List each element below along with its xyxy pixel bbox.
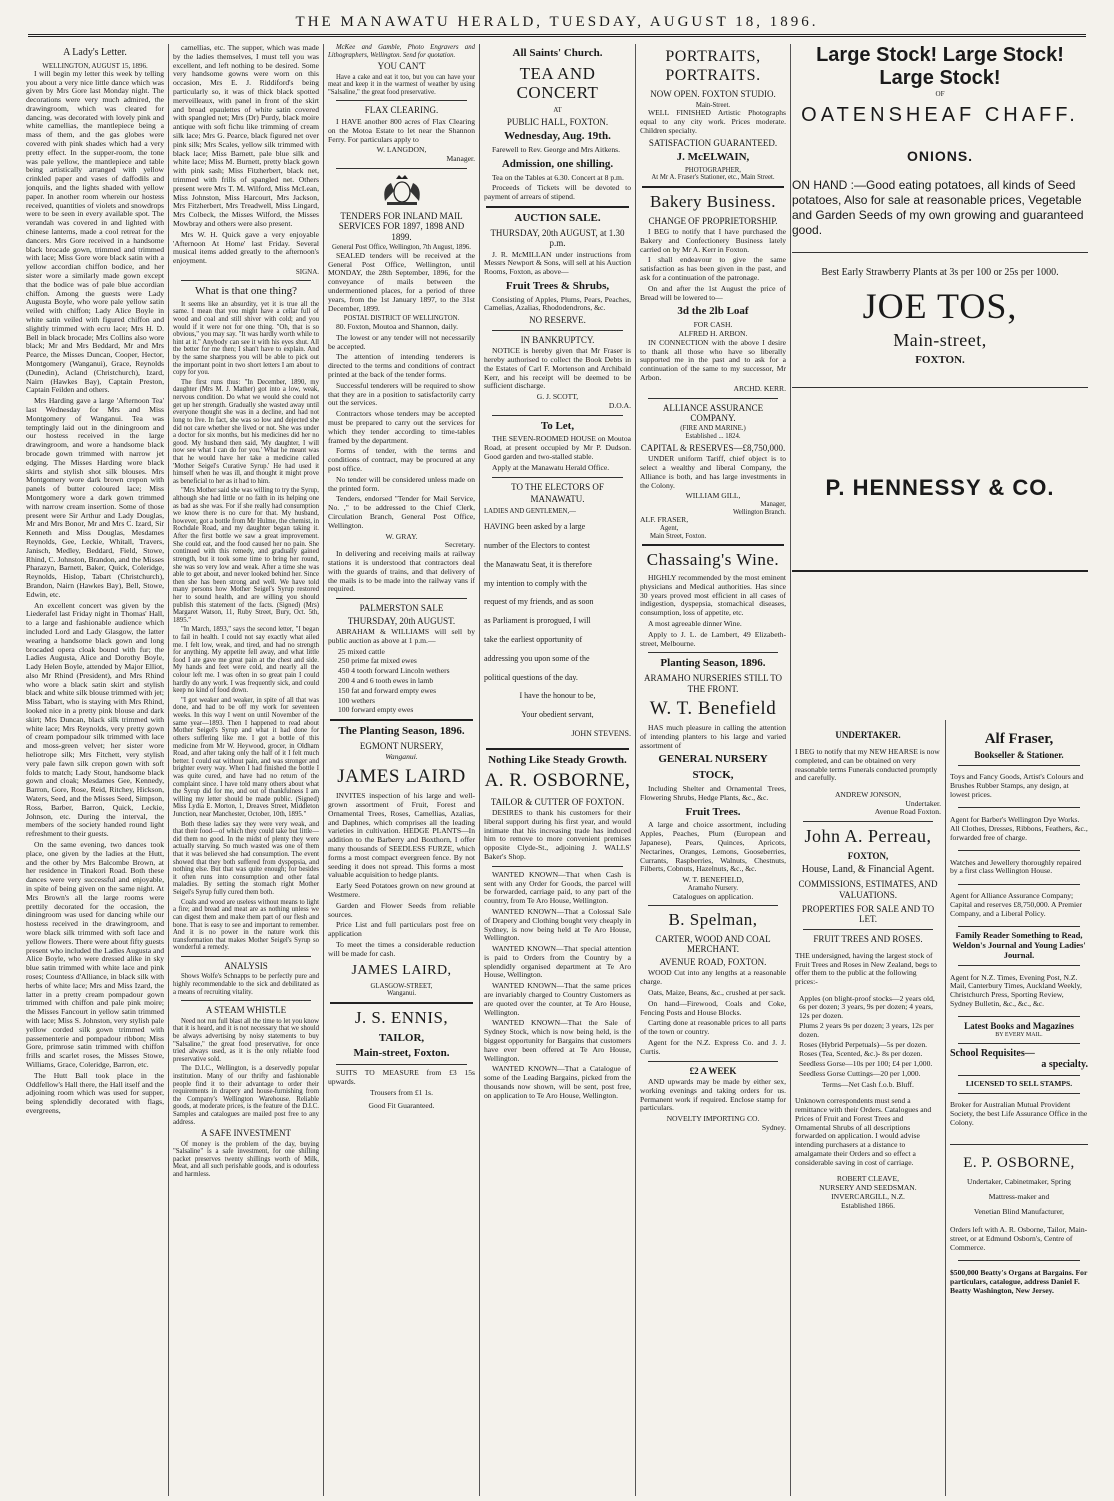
ad-name: A. R. OSBORNE,	[484, 770, 631, 792]
ad-text: AND upwards may be made by either sex, working evenings and taking orders for us. Permanent work if required. Enclose stamp for particulars.	[640, 1076, 786, 1113]
divider	[336, 100, 467, 101]
ad-text: FOXTON,	[847, 851, 889, 862]
signature: Main Street, Foxton.	[650, 532, 707, 540]
divider	[803, 929, 933, 930]
ad-text: Agent for Alliance Assurance Company; Capital and reserves £8,750,000. A Premier Company, and a Liberal Policy.	[950, 891, 1083, 918]
list-item: 150 fat and forward empty ewes	[338, 685, 437, 695]
ad-text: ABRAHAM & WILLIAMS will sell by public auction as above at 1 p.m.—	[328, 627, 475, 645]
ad-heading: TO THE ELECTORS OF	[511, 481, 604, 492]
ad-text: Undertaker, Cabinetmaker, Spring	[967, 1177, 1071, 1187]
article-paragraph: "In March, 1893," says the second letter, "I began to fail in health. I could not say exactly what ailed me. I felt low, weak, and tired, and had no strength for anything. My appetite fell away, and what little food I ate gave me great pain at the chest and side. My hands and feet were cold, and nearly all the colour left me. I was often in so great pain I could hardly do any work. I was frequently sick, and could keep no kind of food down.	[173, 626, 319, 695]
article-paragraph: "Mrs Mother said she was willing to try the Syrup, although she had little or no faith in its helping one as bad as she was. For if she really had consumption we know there is no cure for that. My husband, however, got a bottle from Mr Hulme, the chemist, in Rochdale Road, and my daughter began taking it. After the first bottle we saw a great improvement. She could eat, and the food caused her no pain. She continued with this remedy, and gradually gained strength, but it took some time to bring her round, she was so very low and weak. After a time she was able to get about, and never looked behind her. Since then she has been strong and well. We have told many persons how Mother Seigel's Syrup restored her to sound health, and are willing you should publish this statement of the facts. (Signed) (Mrs) Margaret Watson, 11, Ruby Street, Bury, Oct. 5th, 1895."	[173, 487, 319, 624]
ad-text: HAS much pleasure in calling the attention of intending planters to his large and varied assortment of	[640, 723, 786, 750]
letter-line: I have the honour to be,	[519, 691, 596, 701]
ad-text: Farewell to Rev. George and Mrs Aitkens.	[492, 144, 621, 154]
divider	[792, 570, 1088, 572]
masthead	[0, 0, 1114, 40]
ad-text: The attention of intending tenderers is directed to the terms and conditions of contract printed at the back of the tender forms.	[328, 352, 475, 379]
ad-heading: GENERAL NURSERY	[658, 753, 768, 766]
ad-text: J. R. McMILLAN under instructions from Messrs Newport & Sons, will sell at his Auction Rooms, Foxton, as above—	[484, 249, 631, 277]
signature: Undertaker.	[905, 798, 941, 808]
divider	[492, 477, 623, 478]
ad-text: General Post Office, Wellington, 7th August, 1896.	[332, 244, 471, 252]
divider	[336, 1064, 467, 1065]
ad-heading: Admission, one shilling.	[501, 157, 614, 170]
ad-heading: TAILOR,	[378, 1031, 425, 1044]
price-list	[799, 995, 941, 1079]
ad-text: Tea on the Tables at 6.30. Concert at 8 p.m.	[492, 172, 624, 182]
ad-heading: CAPITAL & RESERVES—£8,750,000.	[640, 442, 786, 453]
letter-line: JOHN STEVENS.	[571, 728, 631, 738]
divider	[330, 1002, 473, 1004]
column-3	[328, 44, 475, 1496]
ad-text: Mattress-maker and	[988, 1191, 1050, 1201]
ad-heading: THURSDAY, 20th AUGUST, at 1.30 p.m.	[490, 227, 625, 249]
ad-heading: IN BANKRUPTCY.	[520, 334, 595, 345]
ad-heading: TEA AND CONCERT	[516, 63, 599, 103]
royal-crest-icon	[379, 173, 425, 207]
hennessy-ad	[792, 408, 1088, 568]
divider	[958, 1260, 1080, 1261]
ad-text: AT	[553, 107, 562, 115]
ad-text: NOTICE is hereby given that Mr Fraser is hereby authorised to collect the Book Debts in the Estates of Carl F. Mortenson and Archibald Kerr, and his receipt will be deemed to be sufficient discharge.	[484, 346, 631, 391]
letter-line: the Manawatu Seat, it is therefore	[484, 559, 592, 569]
ad-heading: MANAWATU.	[530, 494, 585, 505]
list-item: 100 wethers	[338, 695, 375, 705]
ad-heading: PORTRAITS, PORTRAITS.	[665, 48, 761, 84]
ad-heading: The Planting Season, 1896.	[338, 725, 465, 738]
ad-text: THE undersigned, having the largest stock of Fruit Trees and Roses in New Zealand, begs to offer them to the public at the following prices:-	[795, 950, 937, 987]
divider	[958, 1093, 1080, 1094]
right-subcolumn-2	[950, 728, 1088, 1496]
divider	[486, 206, 629, 208]
ad-heading: £2 A WEEK	[689, 1065, 737, 1076]
ad-heading: PALMERSTON SALE	[359, 603, 444, 614]
ad-text: Wanganui.	[386, 990, 417, 998]
divider	[958, 1043, 1080, 1044]
ad-text: Main-Street.	[695, 101, 731, 109]
article-paragraph: Shows Wolfe's Schnapps to be perfectly pure and highly recommendable to the sick and debilitated as a means of recruiting vitality.	[173, 973, 319, 996]
ad-text: INVITES inspection of his large and well-grown assortment of Fruit, Forest and Ornamental Trees, Roses, Camellias, Azalias, and Daphnes, which comprises all the leading varieties in cultivation. HEDGE PLANTS—In addition to the Barberry and Boxthorn, I offer many thousands of SEEDLESS FURZE, which forms a most compact evergreen fence. By not seeding it does not spread. This forms a most valuable acquisition to hedge plants.	[328, 791, 475, 880]
ad-text: Orders left with A. R. Osborne, Tailor, Main-street, or at Edmund Osborn's, Centre of Commerce.	[950, 1225, 1088, 1253]
ad-text: COMMISSIONS, ESTIMATES, AND VALUATIONS.	[798, 879, 938, 900]
ad-text: I BEG to notify that my NEW HEARSE is now completed, and can be obtained on very reasonable terms Funerals conducted promptly and carefully.	[795, 747, 940, 783]
signature: D.O.A.	[608, 400, 631, 410]
article-heading: What is that one thing?	[194, 285, 298, 298]
ad-heading: UNDERTAKER.	[835, 730, 901, 740]
ad-heading: 3d the 2lb Loaf	[677, 305, 749, 318]
signature: Secretary.	[444, 540, 475, 550]
ad-text: I HAVE another 800 acres of Flax Clearing on the Motoa Estate to let near the Shannon Ferry. For particulars apply to	[328, 116, 475, 144]
ad-name: B. Spelman,	[668, 910, 758, 930]
ad-text: Price List and full particulars post free on application	[328, 920, 475, 939]
divider	[642, 186, 784, 188]
ad-heading: FRUIT TREES AND ROSES.	[813, 933, 923, 944]
list-item: Roses (Tea, Scented, &c.)- 8s per dozen.	[799, 1049, 923, 1059]
signature: Aramaho Nursery.	[687, 884, 739, 892]
letter-line: HAVING been asked by a large	[484, 522, 586, 532]
ad-text: a specialty.	[1041, 1059, 1088, 1071]
ad-text: Contractors whose tenders may be accepted must be prepared to carry out the services for which they tender according to time-tables framed by the department.	[328, 409, 475, 445]
ad-text: Consisting of Apples, Plums, Pears, Peaches, Camelias, Azalias, Rhododendrons, &c.	[484, 294, 631, 313]
ad-heading: TAILOR & CUTTER OF FOXTON.	[490, 796, 625, 807]
divider	[181, 956, 311, 957]
ad-heading: Nothing Like Steady Growth.	[488, 753, 627, 766]
divider	[486, 748, 629, 750]
ad-heading: NOW OPEN. FOXTON STUDIO.	[650, 89, 776, 100]
ad-heading: Large Stock! Large Stock!	[816, 44, 1064, 66]
letter-line: request of my friends, and as soon	[484, 597, 594, 607]
column-rule	[323, 44, 324, 1496]
list-item: 450 4 tooth forward Lincoln wethers	[338, 666, 450, 676]
ad-name: J. S. ENNIS,	[354, 1007, 449, 1027]
ad-heading: ONIONS.	[906, 147, 974, 164]
divider	[648, 905, 778, 906]
ad-text: A large and choice assortment, including Apples, Peaches, Plum (European and Japanese), Pears, Quinces, Apricots, Nectarines, Oranges, Lemons, Gooseberries, Currants, Raspberries, Walnuts, Chestnuts, Filberts, Cobnuts, Hazelnuts, &c., &c.	[640, 820, 786, 874]
ad-heading: Wednesday, Aug. 19th.	[504, 130, 611, 143]
ad-text: Apply at the Manawatu Herald Office.	[492, 462, 610, 472]
list-item: 200 4 and 6 tooth ewes in lamb	[338, 675, 434, 685]
divider	[336, 598, 467, 599]
ad-text: At Mr A. Fraser's Stationer, etc., Main Street.	[651, 174, 775, 182]
divider	[958, 965, 1080, 966]
ad-text: WANTED KNOWN—That the Sale of Sydney Stock, which is now being held, is the biggest opportunity for Bargains that customers have ever been offered at Te Aro House, Wellington.	[484, 1018, 631, 1063]
article-paragraph: Of money is the problem of the day, buying "Salsaline" is a safe investment, for one shilling packet preserves twenty shillings worth of Milk, Meat, and all such perishable goods, and is odourless and harmless.	[173, 1140, 319, 1179]
election-letter	[484, 518, 631, 744]
column-rule	[168, 44, 169, 1496]
list-item: Seedless Gorse—10s per 100; £4 per 1,000.	[799, 1059, 933, 1069]
signature: ALFRED H. ARBON.	[678, 329, 748, 339]
ad-heading: ARAMAHO NURSERIES STILL TO THE FRONT.	[643, 673, 783, 694]
article-paragraph: "I got weaker and weaker, in spite of all that was done, and had to be off my work for seventeen weeks. In this way I went on until November of the same year—1893. Then I happened to read about Mother Seigel's Syrup and what it had done for others suffering like me. I got a bottle of this medicine from Mr W. Heywood, grocer, in Oldham Road, and after taking only the half of it I felt much better. I could eat without pain, and was stronger and brighter every way. When I had finished the bottle I was quite cured, and have had no return of the complaint since. I have told many others about what the Syrup did for me, and out of thankfulness I am willing my letter should be made public. (Signed) Miss Lydia E. Morton, 1, Dreaves Street, Middleton Junction, near Manchester, October, 10th, 1895."	[173, 696, 319, 818]
ad-heading: AUCTION SALE.	[514, 211, 601, 224]
list-item: Apples (on blight-proof stocks—2 years old, 6s per dozen; 3 years, 9s per dozen; 4 years, 12s per dozen.	[799, 993, 935, 1021]
stock-list	[338, 648, 475, 716]
column-5	[640, 44, 786, 1496]
right-subcolumn-1	[795, 728, 941, 1496]
dateline: WELLINGTON, AUGUST 15, 1896.	[42, 61, 148, 70]
ad-text: ON HAND :—Good eating potatoes, all kinds of Seed potatoes, Also for sale at reasonable prices, Vegetable and Garden Seeds of my own growing and guaranteed good.	[792, 178, 1084, 238]
ad-text: To meet the times a considerable reduction will be made for cash.	[328, 939, 475, 958]
ad-text: Latest Books and Magazines	[964, 1021, 1074, 1032]
divider	[958, 850, 1080, 851]
ad-text: Good Fit Guaranteed.	[368, 1100, 435, 1110]
ad-heading: Planting Season, 1896.	[660, 657, 766, 670]
ad-text: Terms—Net Cash f.o.b. Bluff.	[822, 1079, 914, 1089]
column-1	[26, 44, 164, 1496]
ad-heading: Fruit Trees & Shrubs,	[505, 279, 610, 292]
ad-text: Agent for N.Z. Times, Evening Post, N.Z. Mail, Canterbury Times, Auckland Weekly, Christchurch Press, Sporting Review, Sydney Bulletin, &c., &c., &c.	[950, 972, 1082, 1008]
ad-text: Agent for Barber's Wellington Dye Works. All Clothes, Dresses, Ribbons, Feathers, &c., forwarded free of charge.	[950, 815, 1088, 842]
article-heading: A SAFE INVESTMENT	[200, 1128, 291, 1139]
ad-heading: Chassaing's Wine.	[646, 550, 780, 570]
signature: Manager,	[760, 501, 786, 509]
letter-line: take the earliest opportunity of	[484, 634, 583, 644]
ad-heading: SATISFACTION GUARANTEED.	[648, 137, 778, 148]
ad-text: McKee and Gamble, Photo Engravers and Lithographers, Wellington. Send for quotation.	[328, 44, 475, 59]
ad-heading: All Saints' Church.	[512, 47, 603, 59]
divider	[792, 252, 1088, 253]
ad-text: Tenders, endorsed "Tender for Mail Service, No. ," to be addressed to the Chief Clerk, Circulation Branch, General Post Office, Wellington.	[328, 494, 475, 530]
ad-heading: Large Stock!	[879, 67, 1001, 89]
divider	[958, 926, 1080, 927]
ad-heading: To Let,	[540, 419, 575, 432]
masthead-rule	[28, 34, 1086, 37]
signature: ARCHD. KERR.	[733, 383, 786, 393]
divider	[648, 652, 778, 653]
article-paragraph: The D.I.C., Wellington, is a deservedly popular institution. Many of our thrifty and fashionable people find it to their advantage to order their requirements in drapery and house-furnishing from the Company's Wellington Warehouse. Reliable goods, at moderate prices, is the feature of the D.I.C. Samples and catalogues are mailed post free to any address.	[173, 1065, 319, 1126]
ad-text: Unknown correspondents must send a remittance with their Orders. Catalogues and Prices of Fruit and Forest Trees and Ornamental Shrubs of all descriptions forwarded on application. I would advise intending purchasers at a distance to amalgamate their Orders and so effect a considerable saving in cost of carriage.	[795, 1096, 932, 1167]
list-item: Plums 2 years 9s per dozen; 3 years, 12s per dozen.	[799, 1021, 934, 1039]
article-heading: ANALYSIS	[224, 960, 268, 971]
signature: W. LANGDON,	[376, 145, 427, 155]
ad-text: THE SEVEN-ROOMED HOUSE on Moutoa Road, at present occupied by Mr P. Dudson. Good garden and two-stalled stable.	[484, 434, 631, 462]
ad-text: Including Shelter and Ornamental Trees, Flowering Shrubs, Hedge Plants, &c., &c.	[640, 783, 786, 802]
ad-name: W. T. Benefield	[649, 698, 777, 720]
ad-heading: AVENUE ROAD, FOXTON.	[659, 956, 767, 967]
ad-text: A most agreeable dinner Wine.	[648, 619, 742, 629]
ad-text: Proceeds of Tickets will be devoted to payment of arrears of stipend.	[484, 183, 631, 202]
ad-heading: EGMONT NURSERY,	[359, 740, 444, 751]
article-paragraph: The first runs thus: "In December, 1890, my daughter (Mrs M. J. Mather) got into a low, weak, nervous condition. Do what we would she could not get up her strength. Gradually she wasted away until everyone thought she was in a decline, and had not long to live. In fact, she was so low and dejected she did not care whether she lived or not. She was under a doctor for six months, but his medicines did her no good. My husband then said, 'My daughter, I will now see what I can do for you.' What he meant was that he would have her take a medicine called 'Mother Seigel's Curative Syrup.' He had used it himself when he was ill, and thought it might prove as beneficial to her as it had to him.	[173, 378, 319, 485]
letter-line: political questions of the day.	[484, 672, 578, 682]
divider	[492, 866, 623, 867]
column-2	[173, 44, 319, 1496]
letter-line: my intention to comply with the	[484, 578, 587, 588]
signature: INVERCARGILL, N.Z.	[831, 1191, 905, 1201]
signature: WILLIAM GILL,	[685, 491, 741, 501]
signature: NOVELTY IMPORTING CO.	[666, 1114, 760, 1124]
ad-heading: OATENSHEAF CHAFF.	[801, 104, 1079, 127]
signature: Agent,	[660, 525, 679, 533]
list-item: Roses (Hybrid Perpetuals)—5s per dozen.	[799, 1039, 928, 1049]
divider	[803, 821, 933, 822]
signature: Established 1866.	[841, 1200, 895, 1210]
ad-text: DESIRES to thank his customers for their liberal support during his first year, and would intimate that his increasing trade has induced him to remove to more convenient premises opposite Clyde-St., adjoining J. WALLS' Baker's Shop.	[484, 807, 631, 861]
ad-text: PROPERTIES FOR SALE AND TO LET.	[801, 903, 935, 925]
ad-text: WANTED KNOWN—That a Colossal Sale of Drapery and Clothing bought very cheaply in Sydney, is now being held at Te Aro House, Wellington.	[484, 906, 631, 943]
article-heading: A STEAM WHISTLE	[205, 1005, 287, 1016]
ad-text: Broker for Australian Mutual Provident Society, the best Life Assurance Office in the Colony.	[950, 1100, 1088, 1127]
ad-text: WANTED KNOWN—That when Cash is sent with any Order for Goods, the parcel will be forwarded, carriage paid, to any part of the country, from Te Aro House, Wellington.	[484, 869, 631, 906]
ad-heading: FLAX CLEARING.	[364, 105, 439, 116]
ad-text: HIGHLY recommended by the most eminent physicians and Medical authorities. Has since 30 years proved most efficient in all cases of indigestion, dyspepsia, stomachical diseases, consumption, loss of appetite, etc.	[640, 573, 786, 618]
ad-text: GLASGOW-STREET,	[370, 982, 433, 990]
signature: ROBERT CLEAVE,	[836, 1174, 900, 1184]
ad-text: Oats, Maize, Beans, &c., crushed at per sack.	[648, 987, 786, 997]
ad-heading: CHANGE OF PROPRIETORSHIP.	[648, 215, 778, 226]
ad-text: POSTAL DISTRICT OF WELLINGTON.	[343, 315, 460, 323]
ad-text: Best Early Strawberry Plants at 3s per 100 or 25s per 1000.	[821, 267, 1059, 279]
divider	[958, 1075, 1080, 1076]
ad-text: Successful tenderers will be required to show that they are in a position to satisfactorily carry out the services.	[328, 380, 475, 408]
column-rule	[790, 44, 791, 1496]
divider	[950, 1144, 1088, 1145]
ad-text: The lowest or any tender will not necessarily be accepted.	[328, 332, 475, 351]
ad-text: IN CONNECTION with the above I desire to thank all those who have so liberally supported me in the past and to ask for a continuation of the same to my successor, Mr Arbon.	[640, 337, 786, 382]
ad-text: 80. Foxton, Moutoa and Shannon, daily.	[336, 322, 459, 332]
article-paragraph: camellias, etc. The supper, which was made by the ladies themselves, I must tell you was excellent, and left nothing to be desired. Some very handsome gowns were worn on this occasion, Mrs E. J. Riddiford's being particularly so, it was of thick black spotted merveilleaux, with panel in front of the skirt and broad epaulettes of white satin covered with spangled net; Mrs (Dr) Purdy, black moire antique with soft fichu like trimming of cream silk lace; Mrs G. Pearce, black figured net over pink silk; Mrs Scales, yellow silk trimmed with black lace; Miss Barnett, pale blue silk and white lace; Miss M. Burnett, pretty black gown with pink sash; Miss Fitzherbert, black net, trimmed with frills of spangled net. Others present were Mrs T. M. Wilford, Miss McLean, Miss Johnston, Miss Harcourt, Mrs Jackson, Mrs Fitzherbert, Mrs Treadwell, Miss Lingard, Mrs Colbeck, the Misses Wilford, the Misses Mowbray and others were also present.	[173, 44, 319, 228]
article-paragraph: Both these ladies say they were very weak, and that their food—of which they could take but little—did them no good. In the midst of plenty they were actually starving. So much wasted was one of them that it was believed she had consumption. The event showed that they both suffered from dyspepsia, and nothing else. But that was quite enough; for besides it often runs into consumption and other fatal maladies. By setting the stomach right Mother Seigel's Syrup fully cured them both.	[173, 820, 319, 897]
signature: SIGNA.	[295, 267, 319, 276]
ad-text: Toys and Fancy Goods, Artist's Colours and Brushes Rubber Stamps, any design, at lowest prices.	[950, 772, 1084, 800]
ad-name: JAMES LAIRD,	[351, 962, 452, 978]
article-paragraph: It seems like an absurdity, yet it is true all the same. I mean that you might have a cellar full of wood and coal and still shiver with cold; and you would if it were not for one thing. "Oh, that is so obvious," you may say. "It was hardly worth while to hint at it." Anybody can see it with his eyes shut. All the better for me then; I shan't have to explain. And by the same sharpness you will be able to pick out the important point in two short letters I am about to copy for you.	[173, 300, 319, 377]
letter-line: Your obedient servant,	[521, 710, 594, 720]
ad-text: PHOTOGRAPHER,	[685, 166, 741, 174]
article-paragraph: An excellent concert was given by the Liederafel last Friday night in Thomas' Hall, to a large and fashionable audience which included Lord and Lady Glasgow, the latter wearing a handsome black gown and long brocaded opera cloak bound with fur; the Ladies Augusta, Alice and Dorothy Boyle, Lady Helen Boyle, attended by Major Elliot, also Mr Rhind (President), and Mrs Rhind who wore a black satin skirt and stylish black and white silk blouse trimmed with jet; Miss Tabart, who is staying with Mrs Rhind, looked nice in a pretty pink blouse and dark skirt; Mrs Duncan, black silk trimmed with white lace; Mrs Reynolds, very pretty gown of cream pompadour silk trimmed with lace and moss-green velvet; her sister wore heliotrope silk; Mrs Fitchett, very stylish very pale fawn silk crepon gown with soft folds to match; Lady Stout, handsome black gown and cloak; Mesdames Gee, Kennedy, Barron, Gore, Rose, Reid, Ritchey, Hickson, Waters, Seed, and the Misses Seed, Simpson, Ross, Barber, Barron, Quick, Leckie, Johnson, etc. During the interval, the members of the society handed round light refreshment to their guests.	[26, 600, 164, 839]
divider	[648, 398, 778, 399]
ad-text: LICENSED TO SELL STAMPS.	[965, 1078, 1073, 1088]
divider	[181, 280, 311, 281]
ad-heading: PUBLIC HALL, FOXTON.	[506, 116, 609, 127]
ad-heading: CARTER, WOOD AND COAL MERCHANT.	[655, 934, 771, 955]
divider	[958, 765, 1080, 766]
ad-text: On and after the 1st August the price of Bread will be lowered to—	[640, 283, 786, 302]
signature: Manager.	[446, 154, 475, 164]
ad-text: Carting done at reasonable prices to all parts of the town or country.	[640, 1018, 786, 1037]
ad-text: FOXTON.	[915, 353, 965, 366]
ad-text: Have a cake and eat it too, but you can have your meat and keep it in the warmest of weather by using "Salsaline," the great food preservative.	[328, 73, 475, 96]
article-paragraph: Need not run full blast all the time to let you know that it is heard, and it is not necessary that we should be always advertising by noisy statements to buy "Salsaline," the great food preservative, for once tried always used, as it is the only reliable food preservative sold.	[173, 1017, 319, 1063]
divider	[492, 330, 623, 331]
ad-text: OF	[935, 90, 945, 98]
ad-text: WELL FINISHED Artistic Photographs equal to any city work. Prices moderate. Children specialty.	[640, 108, 786, 135]
signature: Sydney.	[761, 1122, 786, 1132]
ad-heading: NO RESERVE.	[529, 315, 586, 326]
divider	[642, 544, 784, 546]
divider	[648, 1061, 778, 1062]
ad-text: Bookseller & Stationer.	[974, 750, 1064, 761]
ad-heading: TENDERS FOR INLAND MAIL SERVICES FOR 1897, 1898 AND 1899.	[338, 210, 465, 242]
ad-text: SEALED tenders will be received at the General Post Office, Wellington, until MONDAY, the 28th September, 1896, for the conveyance of mails between the undermentioned places, for a period of three years, from the 1st January 1897, to the 31st December, 1899.	[328, 250, 475, 313]
ad-text: LADIES AND GENTLEMEN,—	[484, 507, 576, 515]
ad-text: Main-street,	[893, 329, 987, 350]
column-rule	[635, 44, 636, 1496]
ad-text: School Requisites—	[950, 1047, 1035, 1059]
list-item: 25 mixed cattle	[338, 646, 385, 656]
signature: Avenue Road Foxton.	[874, 807, 941, 817]
divider	[492, 415, 623, 416]
ad-heading: Fruit Trees.	[685, 805, 741, 818]
ad-text: Wanganui.	[385, 752, 418, 762]
ad-text: Forms of tender, with the terms and conditions of contract, may be procured at any post office.	[328, 446, 475, 473]
ad-text: House, Land, & Financial Agent.	[801, 863, 935, 875]
ad-text: WOOD Cut into any lengths at a reasonable charge.	[640, 968, 786, 987]
ad-heading: THURSDAY, 20th AUGUST.	[347, 615, 456, 626]
ad-text: Apply to J. L. de Lambert, 49 Elizabeth-street, Melbourne.	[640, 629, 786, 648]
ad-heading: STOCK,	[692, 769, 734, 782]
ad-name: J. McELWAIN,	[676, 150, 750, 163]
article-heading: A Lady's Letter.	[63, 47, 127, 58]
letter-line: addressing you upon some of the	[484, 653, 590, 663]
ad-text: Catalogues on application.	[672, 891, 754, 901]
divider	[792, 387, 1088, 388]
list-item: 100 forward empty ewes	[338, 705, 414, 715]
signature: ALF. FRASER,	[640, 515, 689, 525]
ad-name: JOE TOS,	[862, 286, 1018, 327]
ad-heading: Main-street, Foxton.	[353, 1047, 450, 1060]
ad-name: Alf Fraser,	[984, 731, 1054, 747]
ad-text: On hand—Firewood, Coals and Coke, Fencing Posts and House Blocks.	[640, 998, 786, 1017]
signature: G. J. SCOTT,	[536, 392, 579, 402]
signature: ANDREW JONSON,	[834, 789, 902, 799]
letter-line: as Parliament is prorogued, I will	[484, 616, 591, 626]
ad-text: WANTED KNOWN—That the same prices are invariably charged to Country Customers as are quoted over the counter, at Te Aro House, Wellington.	[484, 981, 631, 1017]
divider	[330, 719, 473, 721]
ad-text: WANTED KNOWN—That a Catalogue of some of the Leading Bargains, picked from the thousands now shown, will be sent, post free, on application to Te Aro House, Wellington.	[484, 1064, 631, 1100]
ad-heading: Bakery Business.	[649, 191, 777, 211]
signature: W. GRAY.	[385, 531, 418, 541]
ad-text: In delivering and receiving mails at railway stations it is understood that contractors deal with the guards of trains, and that delivery of the mails is to be made into the railway vans if required.	[328, 549, 475, 594]
divider	[181, 1000, 311, 1001]
article-paragraph: Coals and wood are useless without means to light a fire; and bread and meat are as nothing unless we can digest them and make them part of our flesh and bone. That is easy to see and important to remember. And it is no power in the nature work this transformation that makes Mother Seigel's Syrup so wonderful a remedy.	[173, 898, 319, 952]
signature: NURSERY AND SEEDSMAN.	[819, 1183, 917, 1192]
signature: Wellington Branch.	[732, 508, 786, 516]
ad-text: FOR CASH.	[693, 320, 733, 330]
ad-name: P. HENNESSY & CO.	[825, 474, 1055, 500]
list-item: 250 prime fat mixed ewes	[338, 656, 417, 666]
ad-text: UNDER uniform Tariff, chief object is to select a wealthy and liberal Company, the Alliance is both, and has large investments in the Colony.	[640, 454, 786, 490]
divider	[336, 168, 467, 169]
ad-name: E. P. OSBORNE,	[963, 1154, 1075, 1171]
column-rule	[479, 44, 480, 1496]
article-paragraph: I will begin my letter this week by telling you about a very nice little dance which was given by Mrs Gore last Monday night. The decorations were very much admired, the drawingroom, which was cleared for dancing, was decorated with lovely pink and white camellias, the mantlepiece being a mass of them, and the gas globes were covered with pink shades which had a very pretty effect. In the supper-room, the tone was pale yellow, the mantlepiece and table being artistically arranged with yellow crinkled paper and vases of daffodils and jonquils, and the lights shaded with yellow paper. In another room wherein our hostess received, quantities of violets and snowdrops were to be seen in every available spot. The verandah was covered in and lighted with chinese lanterns, made a cool retreat for the dancers. Mrs Gore received in a handsome black brocade gown, trimmed and trimmed with lace; Miss Gore wore black satin with a yellow accordian chiffon bodice, and her sister wore a similarly made gown except that the bodice was of pale blue accordian chiffon. Among the guests were Lady Augusta Boyle, who wore pale yellow satin veiled with chiffon; Lady Alice Boyle in white satin veiled with figured chiffon and slightly trimmed with ecru lace; Mrs H. D. Bell in black brocade; Mrs Collins also wore black; Mr and Mrs Beddard, Mr and Mrs Pearce, the Misses Duncan, Cooper, Hector, Montgomery (Wanganui), Grace, Reynolds (Dunedin), Acland (Christchurch), Izard, Nairn (Hawkes Bay), Captain Preston, Captain Feilden and others.	[26, 68, 164, 395]
article-paragraph: Mrs Harding gave a large 'Afternoon Tea' last Wednesday for Mrs and Miss Montgomery of Wanganui. Tea was temptingly laid out in the diningroom and our hostess received in the large drawingroom, and wore a handsome black brocade gown trimmed with narrow jet edging. The Misses Harding wore black skirts and stylish shot silk blouses. Mrs Montgomery wore dark brown crepon with panels of butter coloured lace; Miss Montgomery wore a dark gown trimmed with narrow cream insertion. Some of those present were Sir Arthur and Lady Douglas, Mr and Mrs Bonor, Mr and Mrs C. Izard, Sir Kenneth and Miss Douglas, Mesdames Reynolds, Gee, Leckie, Whitall, Travers, Janisch, Medley, Beddard, Field, Stowe, Rhind, C. Johnston, Brandon, and the Misses Pharazyn, Barnett, Baker, Quick, Coleridge, Reynolds, Hislop, Tabart (Christchurch), Brandon, Nairn (Hawkes Bay), Bell, Stowe, Edwin, etc.	[26, 396, 164, 599]
ad-text: No tender will be considered unless made on the printed form.	[328, 474, 475, 493]
ad-text: I shall endeavour to give the same satisfaction as has been given in the past, and ask for a continuation of the patronage.	[640, 255, 786, 283]
ad-text: Venetian Blind Manufacturer,	[973, 1206, 1065, 1216]
ad-text: BY EVERY MAIL.	[995, 1031, 1043, 1038]
ad-text: $500,000 Beatty's Organs at Bargains. For particulars, catalogue, address Daniel F. Beatty Washington, New Jersey.	[950, 1268, 1088, 1295]
ad-heading: ALLIANCE ASSURANCE COMPANY.	[662, 402, 764, 424]
ad-text: Watches and Jewellery thoroughly repaired by a first class Wellington House.	[950, 857, 1082, 876]
ad-text: WANTED KNOWN—That special attention is paid to Orders from the Country by a splendidly organised department at Te Aro House, Wellington.	[484, 944, 631, 980]
ad-text: SUITS TO MEASURE from £3 15s upwards.	[328, 1068, 475, 1086]
column-rule	[945, 720, 946, 1496]
list-item: Seedless Gorse Cuttings—20 per 1,000.	[799, 1069, 921, 1079]
masthead-title: THE MANAWATU HERALD, TUESDAY, AUGUST 18, 1896.	[295, 14, 819, 30]
divider	[958, 884, 1080, 885]
ad-heading: YOU CAN'T	[377, 61, 426, 72]
signature: W. T. BENEFIELD,	[682, 875, 744, 885]
ad-text: Established ... 1824.	[685, 433, 741, 441]
ad-text: Trousers from £1 1s.	[369, 1087, 433, 1097]
ad-text: Agent for the N.Z. Express Co. and J. J. Curtis.	[640, 1037, 786, 1056]
letter-line: number of the Electors to contest	[484, 540, 590, 550]
ad-text: I BEG to notify that I have purchased the Bakery and Confectionery Business lately carried on by Mr A. Kerr in Foxton.	[640, 227, 786, 254]
ad-text: Garden and Flower Seeds from reliable sources.	[328, 900, 475, 919]
article-paragraph: The Hutt Ball took place in the Oddfellow's Hall there, the Hall itself and the adjoining room which was used for supper, being splendidly decorated with flags, evergreens,	[26, 1070, 164, 1115]
column-4	[484, 44, 631, 1496]
ad-name: John A. Perreau,	[804, 826, 932, 847]
divider	[958, 807, 1080, 808]
article-paragraph: On the same evening, two dances took place, one given by the ladies at the Hutt, and the other by Mrs Balcombe Brown, at her residence in Tinakori Road. Both these dances were very successful and enjoyable, in spite of being given on the same night. At Mrs Brown's all the large rooms were prettily decorated for the occasion, the diningroom was used for dancing while our hostess received in the drawingroom, and wore black silk trimmed with soft lace and yellow flowers. There were about fifty guests present who included the Ladies Augusta and Alice Boyle, who were dressed alike in sky blue satin trimmed with white lace and pink roses; Countess d'Alliance, in black silk with herbs of white lace; Mrs and Miss Izard, the latter in a pretty cream pompadour gown trimmed with chiffon and pale pink moire; the Misses Fancourt in yellow satin trimmed with lace; Miss S. Johnston, very stylish pale yellow corded silk gown trimmed with passementerie and pompadour ribbon; Miss Gore, primrose satin trimmed with chiffon frills and scarlet roses, the Misses Stowe, Williams, Grace, Coleridge, Barron, etc.	[26, 840, 164, 1069]
divider	[958, 1016, 1080, 1017]
ad-text: Early Seed Potatoes grown on new ground at Westmere.	[328, 881, 475, 899]
ad-text: Family Reader Something to Read, Weldon's Journal and Young Ladies' Journal.	[952, 930, 1086, 961]
ad-text: (FIRE AND MARINE.)	[680, 425, 746, 433]
ad-name: JAMES LAIRD	[337, 766, 466, 788]
article-paragraph: Mrs W. H. Quick gave a very enjoyable 'Afternoon At Home' last Friday. Several musical items added greatly to the afternoon's enjoyment.	[173, 229, 319, 266]
